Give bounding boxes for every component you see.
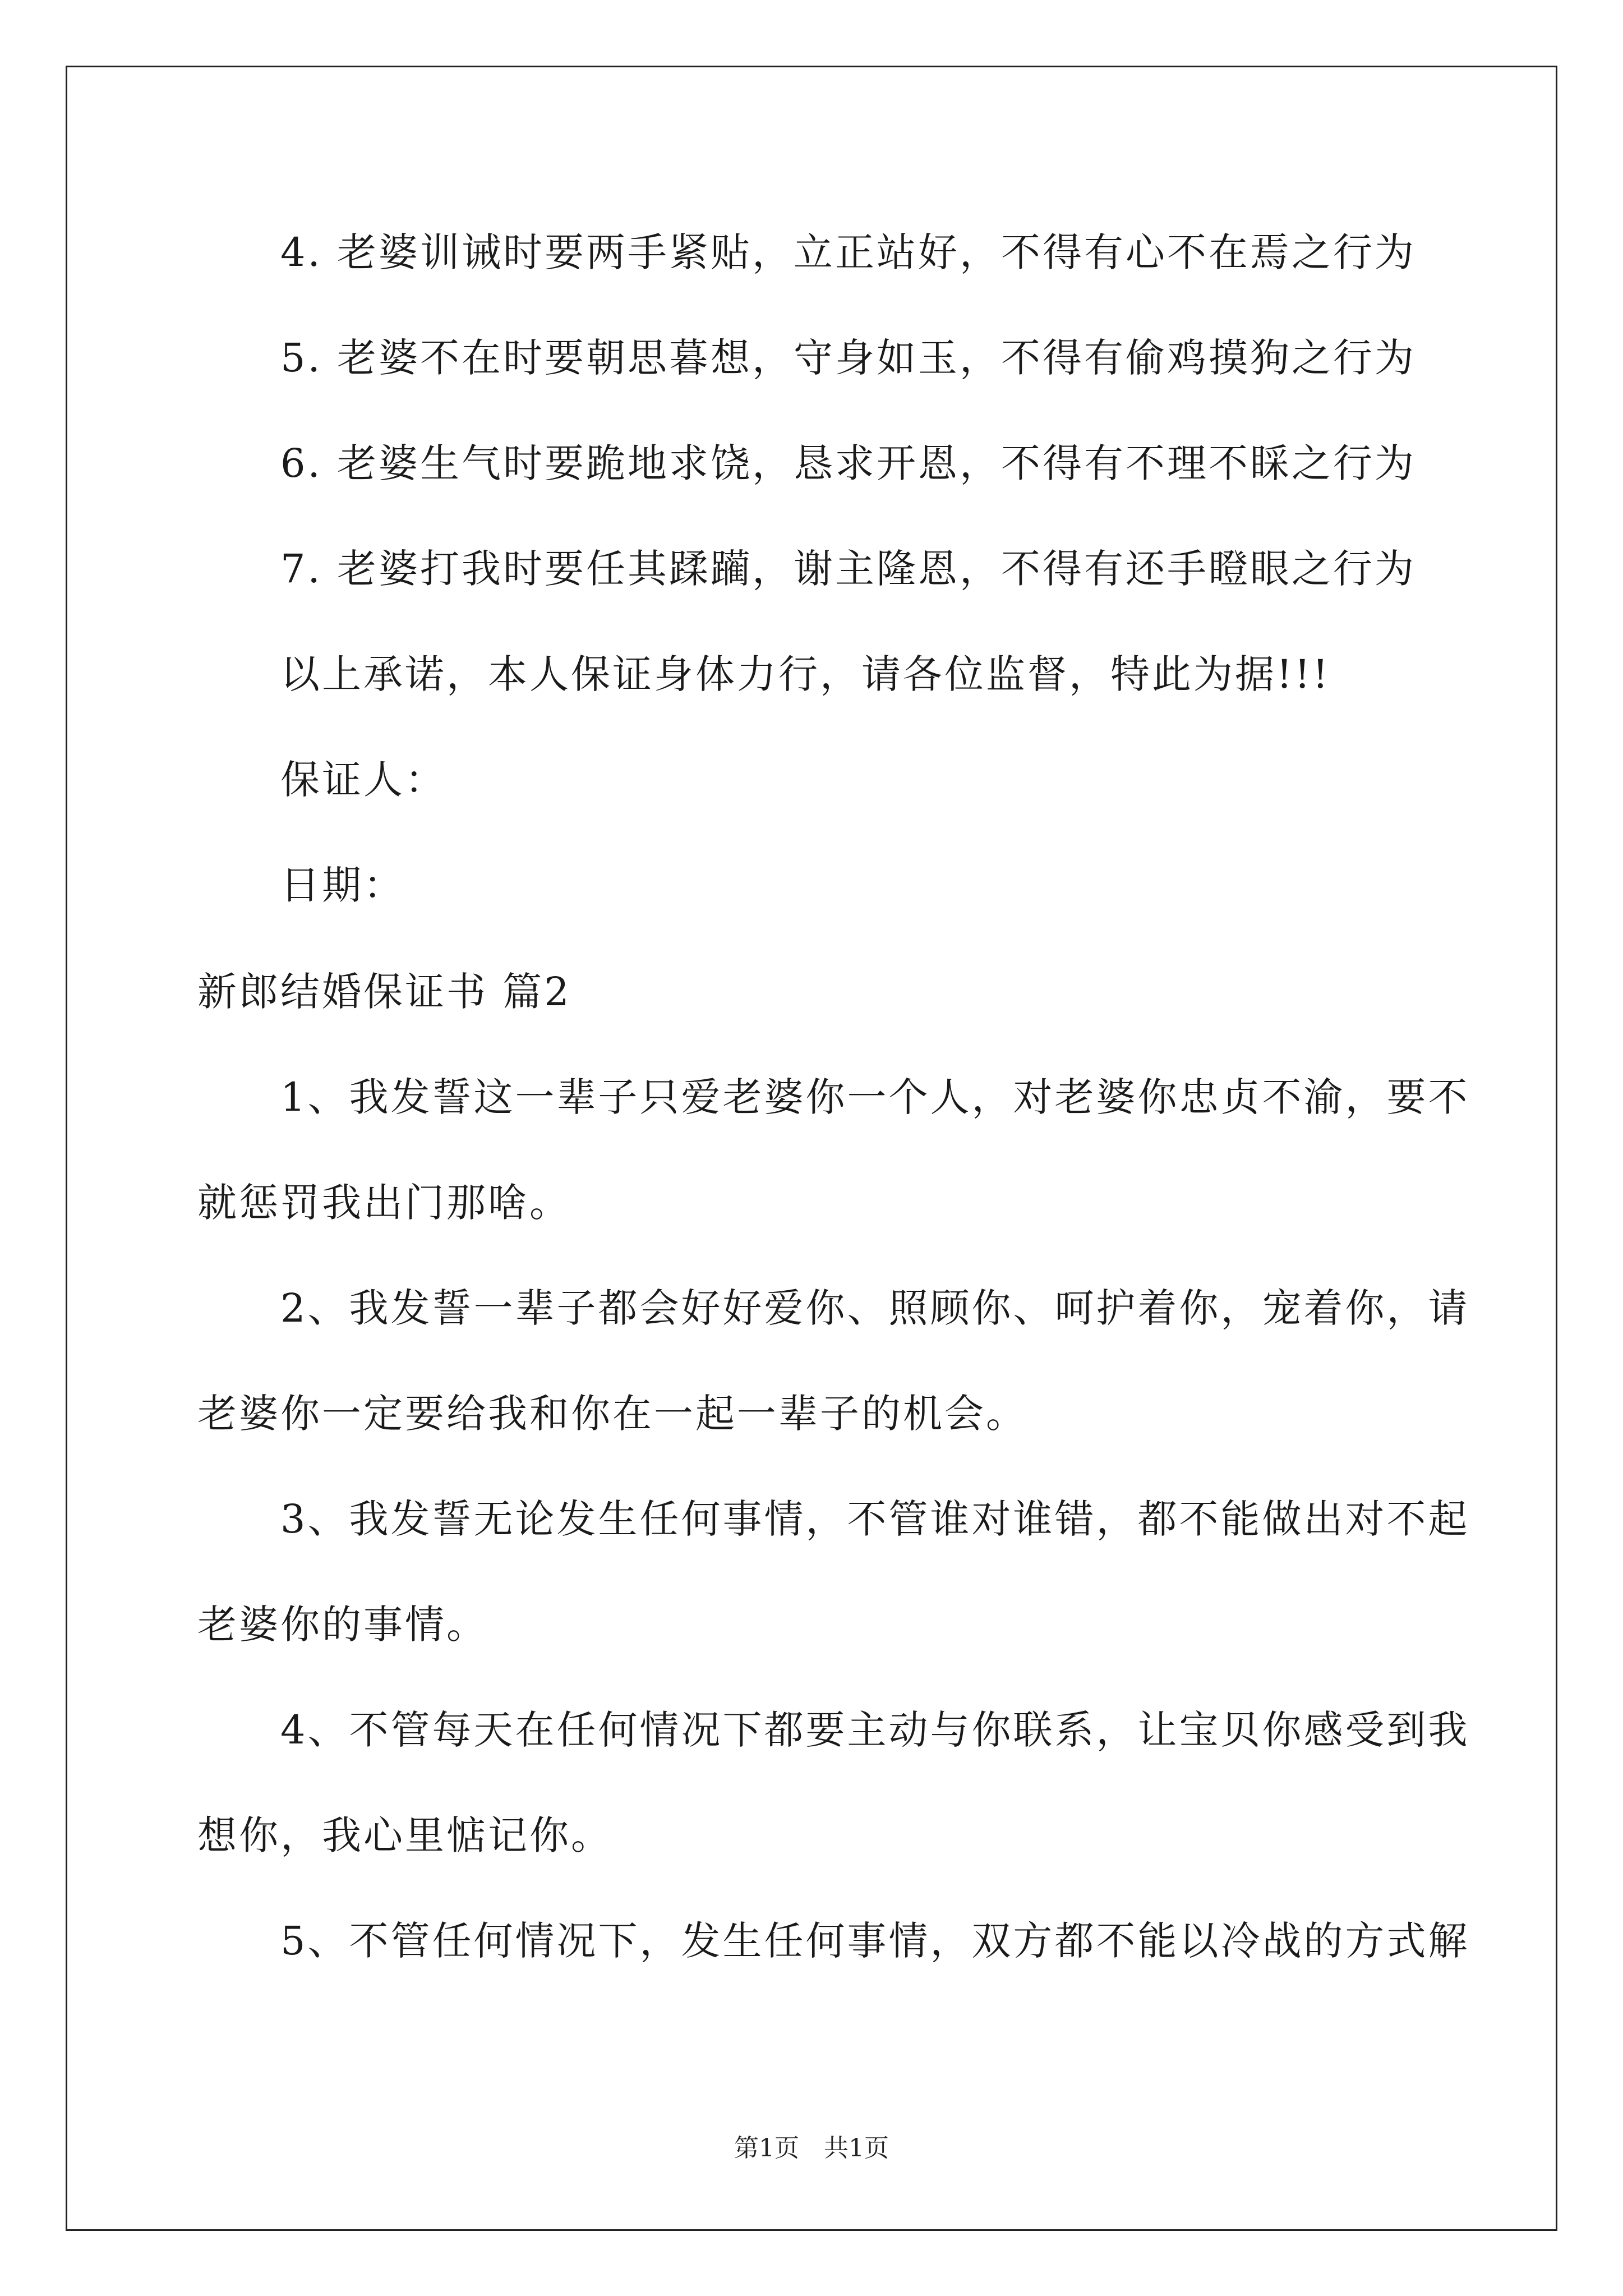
text-line: 5. 老婆不在时要朝思暮想，守身如玉，不得有偷鸡摸狗之行为 xyxy=(280,335,1417,381)
text-line: 老婆你一定要给我和你在一起一辈子的机会。 xyxy=(197,1391,1027,1437)
text-line: 就惩罚我出门那啥。 xyxy=(197,1180,571,1226)
text-line: 6. 老婆生气时要跪地求饶，恳求开恩，不得有不理不睬之行为 xyxy=(280,440,1417,486)
text-line: 4、不管每天在任何情况下都要主动与你联系，让宝贝你感受到我 xyxy=(280,1707,1470,1753)
text-line: 4. 老婆训诫时要两手紧贴，立正站好，不得有心不在焉之行为 xyxy=(280,229,1417,275)
text-line: 7. 老婆打我时要任其蹂躏，谢主隆恩，不得有还手瞪眼之行为 xyxy=(280,546,1417,592)
text-line: 3、我发誓无论发生任何事情，不管谁对谁错，都不能做出对不起 xyxy=(280,1496,1470,1542)
date-label: 日期： xyxy=(280,862,405,908)
signatory-label: 保证人： xyxy=(280,757,446,803)
section-heading: 新郎结婚保证书 篇2 xyxy=(197,969,571,1015)
text-line: 5、不管任何情况下，发生任何事情，双方都不能以冷战的方式解 xyxy=(280,1918,1470,1964)
page-footer: 第1页 共1页 xyxy=(734,2134,889,2162)
text-line: 1、我发誓这一辈子只爱老婆你一个人，对老婆你忠贞不渝，要不 xyxy=(280,1074,1470,1120)
text-line: 2、我发誓一辈子都会好好爱你、照顾你、呵护着你，宠着你，请 xyxy=(280,1285,1470,1331)
text-line: 以上承诺，本人保证身体力行，请各位监督，特此为据!!! xyxy=(280,651,1331,697)
text-line: 老婆你的事情。 xyxy=(197,1602,488,1648)
text-line: 想你，我心里惦记你。 xyxy=(197,1812,612,1858)
